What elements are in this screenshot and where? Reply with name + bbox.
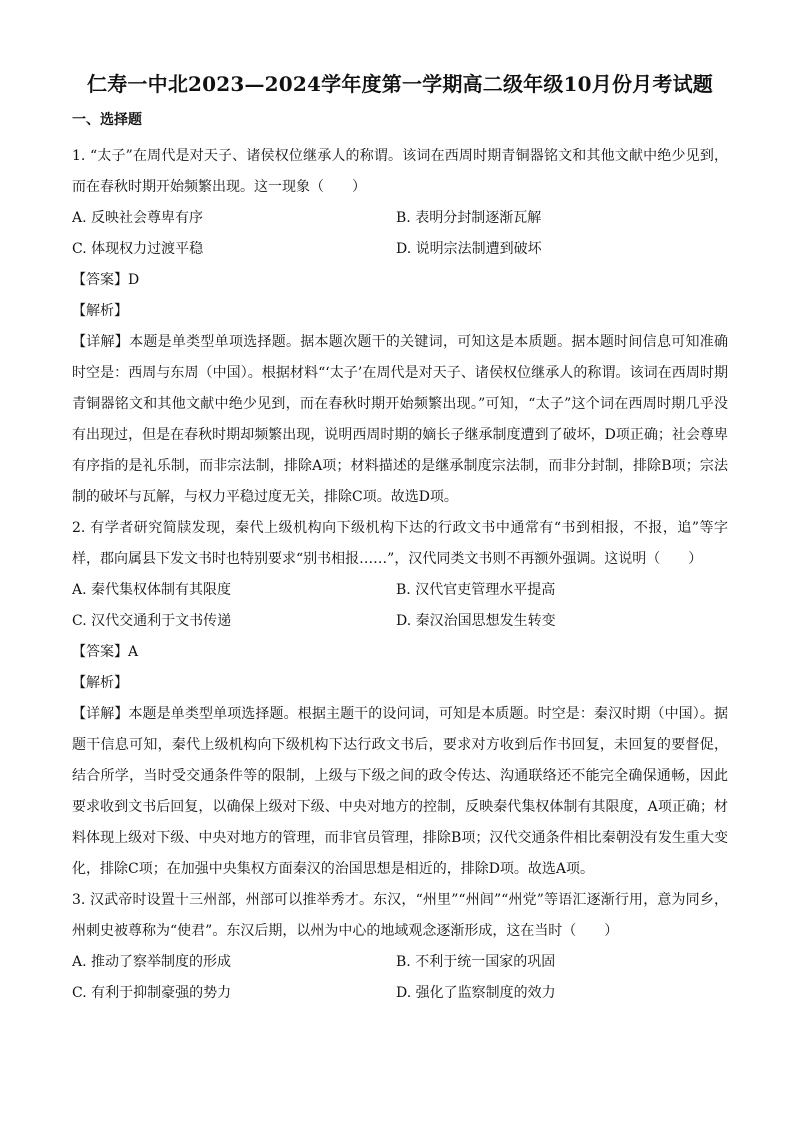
option-list bbox=[72, 203, 728, 265]
option-c: C. 汉代交通利于文书传递 bbox=[72, 613, 232, 629]
option-list bbox=[72, 575, 728, 637]
answer-value: A bbox=[128, 644, 139, 660]
option-a: A. 推动了察举制度的形成 bbox=[72, 954, 232, 970]
option-c: C. 有利于抑制豪强的势力 bbox=[72, 985, 232, 1001]
option-d: D. 说明宗法制遭到破坏 bbox=[396, 241, 542, 257]
answer-line bbox=[72, 637, 728, 668]
question-stem: 1. “太子”在周代是对天子、诸侯权位继承人的称谓。该词在西周时期青铜器铭文和其他文献中绝少见到，而在春秋时期开始频繁出现。这一现象（ ） bbox=[72, 148, 728, 195]
answer-label: 【答案】 bbox=[72, 644, 128, 660]
option-list bbox=[72, 947, 728, 1009]
option-b: B. 表明分封制逐渐瓦解 bbox=[396, 210, 542, 226]
detail-text: 本题是单类型单项选择题。根据主题干的设问词，可知是本质题。时空是：秦汉时期（中国）。据题干信息可知，秦代上级机构向下级机构下达行政文书后，要求对方收到后作书回复，未回复的要督促，结合所学，当时受交通条件等的限制，上级与下级之间的政令传达、沟通联络还不能完全确保通畅，因此要求收到文书后回复，以确保上级对下级、中央对地方的控制，反映秦代集权体制有其限度，A项正确；材料体现上级对下级、中央对地方的管理，而非官员管理，排除B项；汉代交通条件相比秦朝没有发生重大变化，排除C项；在加强中央集权方面秦汉的治国思想是相近的，排除D项。故选A项。 bbox=[72, 706, 729, 877]
option-c: C. 体现权力过渡平稳 bbox=[72, 241, 204, 257]
question-3 bbox=[72, 885, 728, 1009]
option-b: B. 汉代官吏管理水平提高 bbox=[396, 582, 556, 598]
detail-label: 【详解】 bbox=[72, 706, 129, 722]
detail-text: 本题是单类型单项选择题。据本题次题干的关键词，可知这是本质题。据本题时间信息可知准确时空是：西周与东周（中国）。根据材料“‘太子’在周代是对天子、诸侯权位继承人的称谓。该词在西周时期青铜器铭文和其他文献中绝少见到，而在春秋时期开始频繁出现。”可知，“太子”这个词在西周时期几乎没有出现过，但是在春秋时期却频繁出现，说明西周时期的嫡长子继承制度遭到了破坏，D项正确；社会尊卑有序指的是礼乐制，而非宗法制，排除A项；材料描述的是继承制度宗法制，而非分封制，排除B项；宗法制的破坏与瓦解，与权力平稳过度无关，排除C项。故选D项。 bbox=[72, 334, 729, 505]
question-stem: 3. 汉武帝时设置十三州部，州部可以推举秀才。东汉，“州里”“州闾”“州党”等语汇逐渐行用，意为同乡，州刺史被尊称为“使君”。东汉后期，以州为中心的地域观念逐渐形成，这在当时（ ） bbox=[72, 892, 728, 939]
detail-label: 【详解】 bbox=[72, 334, 130, 350]
analysis-label: 【解析】 bbox=[72, 675, 128, 691]
option-a: A. 反映社会尊卑有序 bbox=[72, 210, 204, 226]
question-2 bbox=[72, 513, 728, 885]
answer-line bbox=[72, 265, 728, 296]
option-a: A. 秦代集权体制有其限度 bbox=[72, 582, 232, 598]
detail-paragraph bbox=[72, 699, 728, 885]
section-heading: 一、选择题 bbox=[72, 112, 142, 128]
option-d: D. 强化了监察制度的效力 bbox=[396, 985, 556, 1001]
option-d: D. 秦汉治国思想发生转变 bbox=[396, 613, 556, 629]
analysis-label: 【解析】 bbox=[72, 303, 128, 319]
exam-title: 仁寿一中北2023—2024学年度第一学期高二级年级10月份月考试题 bbox=[87, 72, 713, 96]
option-b: B. 不利于统一国家的巩固 bbox=[396, 954, 556, 970]
detail-paragraph bbox=[72, 327, 728, 513]
question-1 bbox=[72, 141, 728, 513]
question-stem: 2. 有学者研究简牍发现，秦代上级机构向下级机构下达的行政文书中通常有“书到相报，不报，追”等字样，郡向属县下发文书时也特别要求“别书相报……”，汉代同类文书则不再额外强调。这说明（ ） bbox=[72, 520, 728, 567]
answer-label: 【答案】 bbox=[72, 272, 128, 288]
answer-value: D bbox=[128, 272, 140, 288]
